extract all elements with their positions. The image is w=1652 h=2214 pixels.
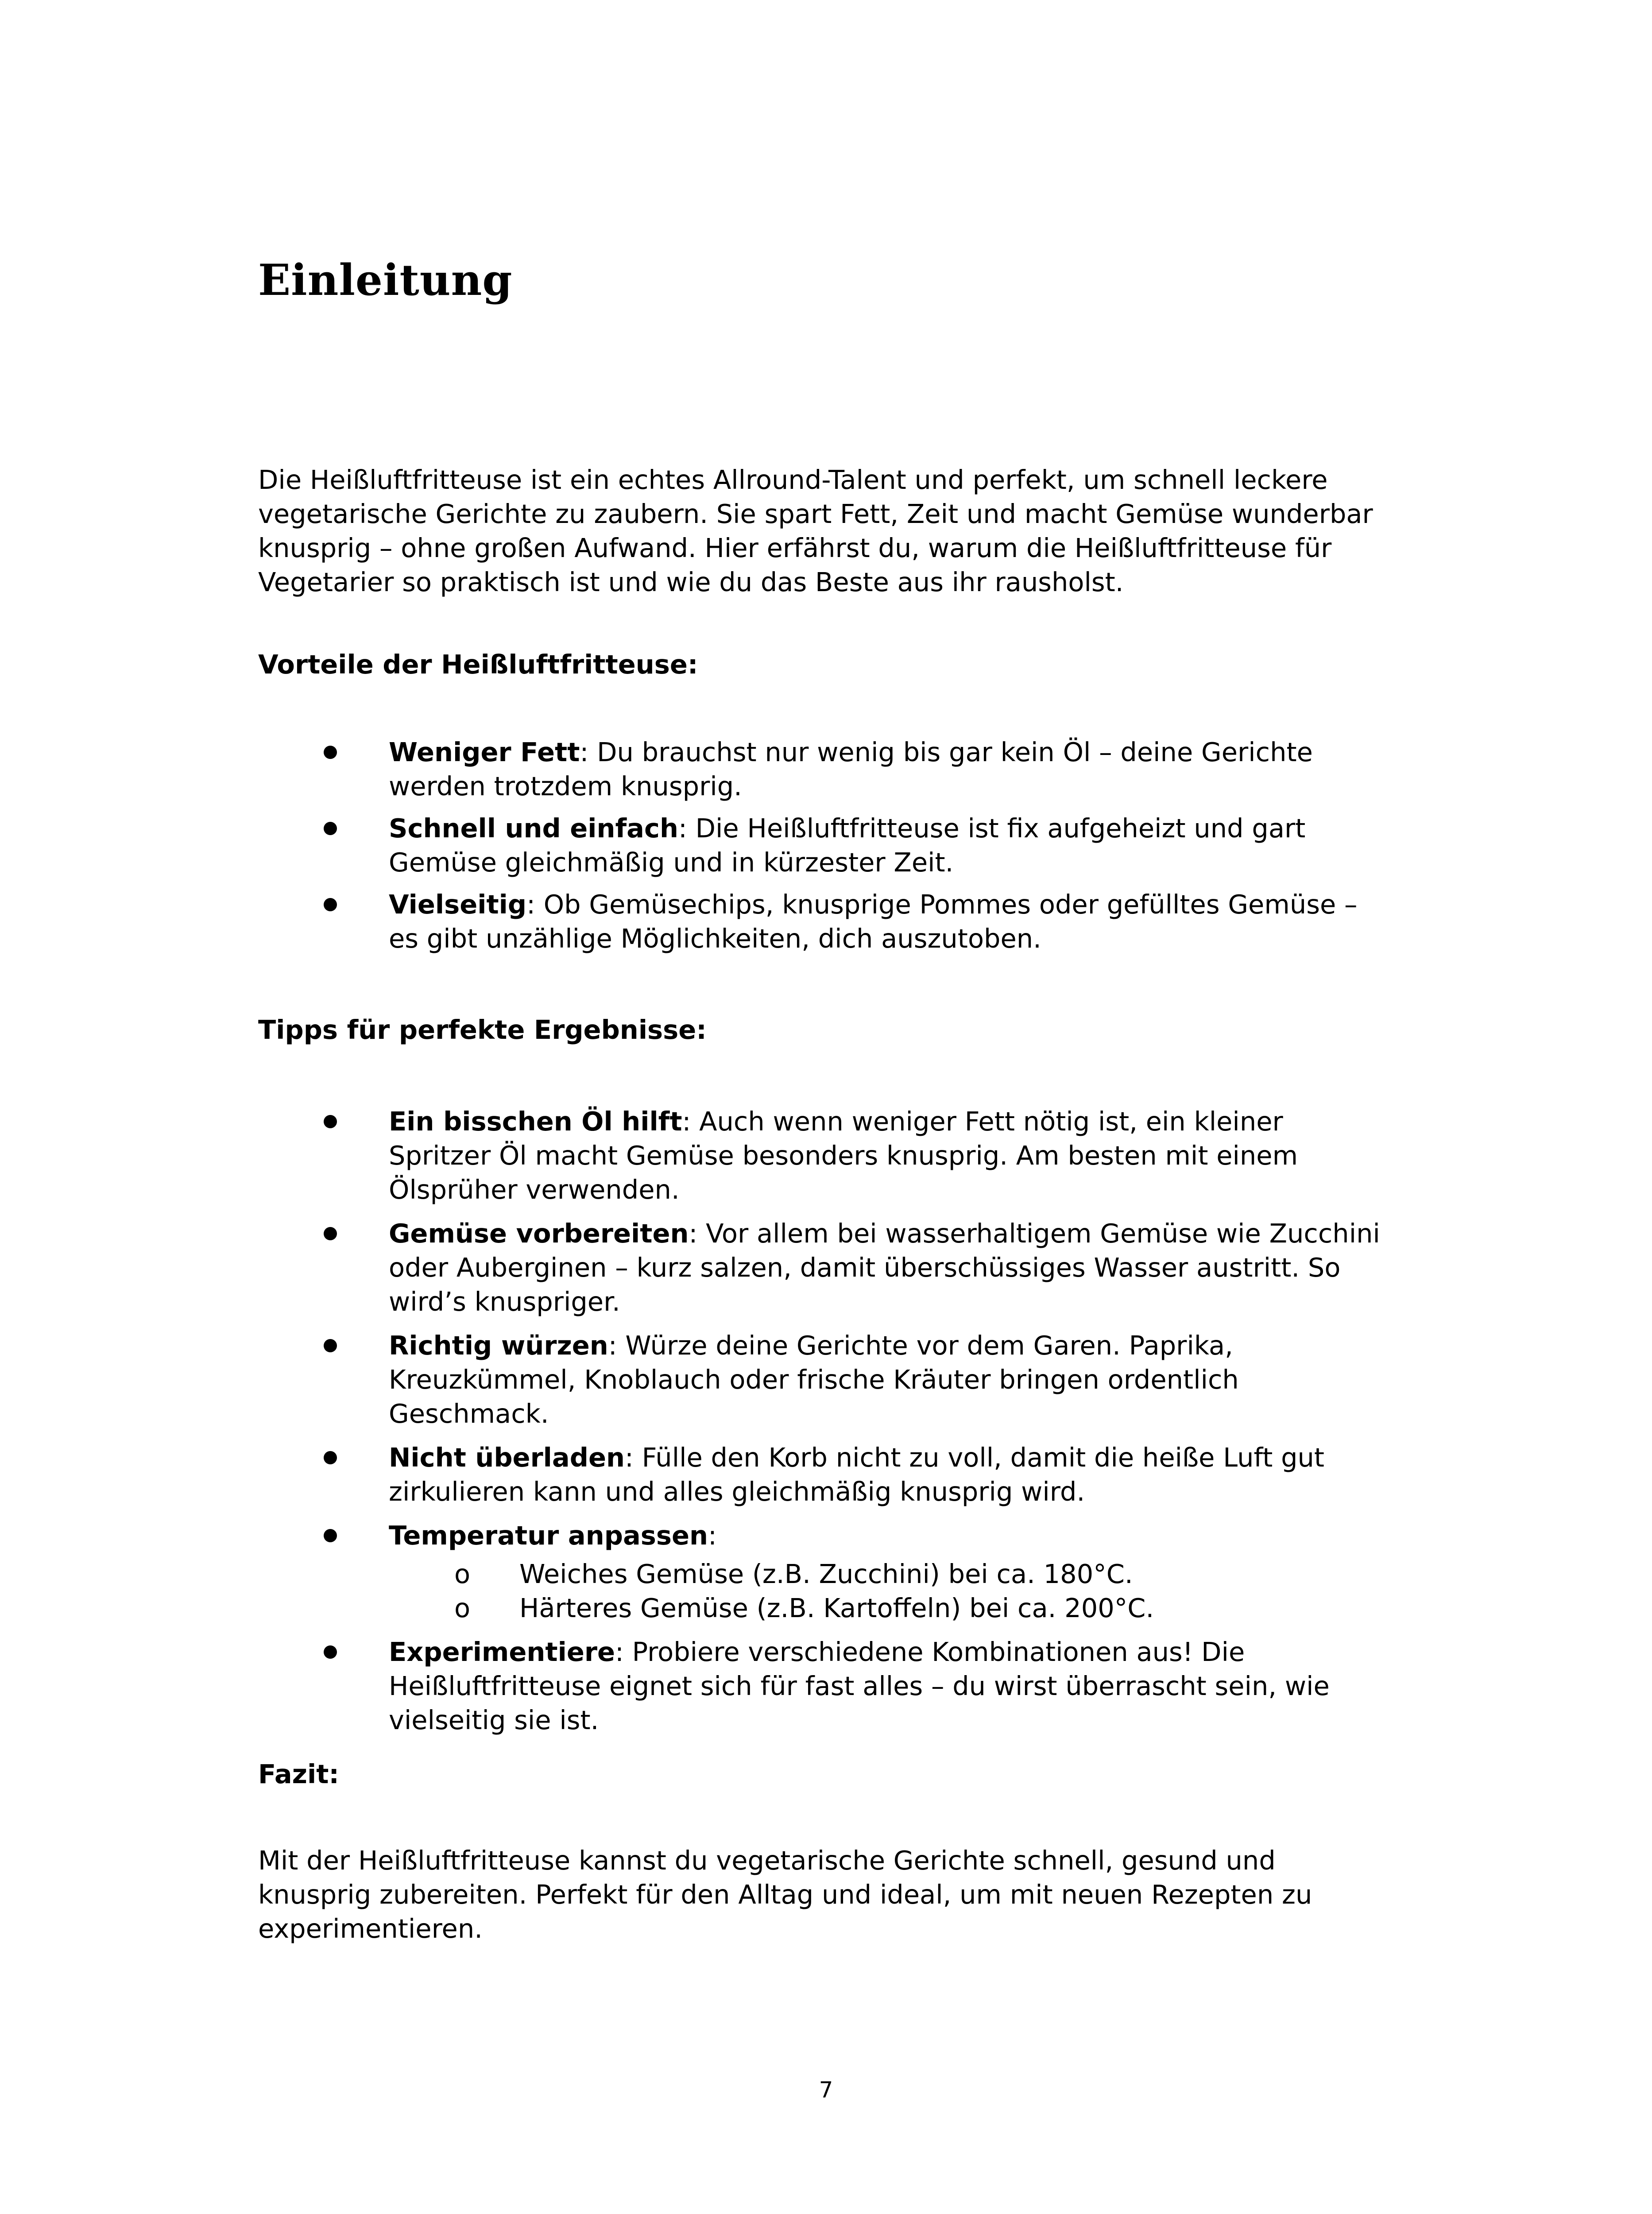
- bullet-icon: [324, 1227, 337, 1240]
- sub-list-item-text: Weiches Gemüse (z.B. Zucchini) bei ca. 180°C.: [519, 1559, 1133, 1589]
- list-item-text: : Fülle den Korb nicht zu voll, damit die heiße Luft gut zirkulieren kann und alles gleichmäßig knusprig wird.: [389, 1442, 1325, 1507]
- list-item-term: Experimentiere: [389, 1637, 615, 1667]
- list-item: [258, 1518, 1383, 1625]
- temperature-sublist: [389, 1557, 1383, 1625]
- list-item-text: : Würze deine Gerichte vor dem Garen. Paprika, Kreuzkümmel, Knoblauch oder frische Kräuter bringen ordentlich Geschmack.: [389, 1330, 1239, 1429]
- list-item: [258, 1440, 1383, 1509]
- advantages-list: [258, 735, 1383, 956]
- list-item-text: : Probiere verschiedene Kombinationen aus! Die Heißluftfritteuse eignet sich für fast alles – du wirst überrascht sein, wie vielseitig sie ist.: [389, 1637, 1330, 1735]
- list-item-term: Ein bisschen Öl hilft: [389, 1106, 682, 1137]
- bullet-icon: [324, 746, 337, 759]
- list-item-text: : Du brauchst nur wenig bis gar kein Öl – deine Gerichte werden trotzdem knusprig.: [389, 737, 1313, 801]
- conclusion-paragraph: Mit der Heißluftfritteuse kannst du vegetarische Gerichte schnell, gesund und knusprig zubereiten. Perfekt für den Alltag und ideal, um mit neuen Rezepten zu experimentieren.: [258, 1845, 1312, 1944]
- circle-bullet-icon: o: [454, 1593, 471, 1623]
- bullet-icon: [324, 1115, 337, 1128]
- bullet-icon: [324, 1529, 337, 1542]
- page-number: 7: [819, 2077, 833, 2103]
- intro-paragraph: Die Heißluftfritteuse ist ein echtes Allround-Talent und perfekt, um schnell leckere vegetarische Gerichte zu zaubern. Sie spart Fett, Zeit und macht Gemüse wunderbar knusprig – ohne großen Aufwand. Hier erfährst du, warum die Heißluftfritteuse für Vegetarier so praktisch ist und wie du das Beste aus ihr rausholst.: [258, 464, 1373, 597]
- list-item: [258, 887, 1383, 956]
- list-item-term: Gemüse vorbereiten: [389, 1218, 689, 1249]
- bullet-icon: [324, 1339, 337, 1352]
- list-item: [258, 811, 1383, 879]
- page-title: Einleitung: [258, 255, 513, 305]
- list-item: [258, 735, 1383, 803]
- list-item: [258, 1635, 1383, 1737]
- list-item-term: Nicht überladen: [389, 1442, 625, 1473]
- list-item-term: Vielseitig: [389, 889, 527, 920]
- list-item-text: :: [708, 1520, 717, 1551]
- sub-list-item: [389, 1557, 1383, 1591]
- list-item-text: : Ob Gemüsechips, knusprige Pommes oder gefülltes Gemüse – es gibt unzählige Möglichkeiten, dich auszutoben.: [389, 889, 1358, 954]
- list-item: [258, 1216, 1383, 1319]
- sub-list-item-text: Härteres Gemüse (z.B. Kartoffeln) bei ca. 200°C.: [519, 1593, 1154, 1623]
- bullet-icon: [324, 1645, 337, 1659]
- list-item-term: Richtig würzen: [389, 1330, 608, 1361]
- bullet-icon: [324, 898, 337, 911]
- list-item-text: : Auch wenn weniger Fett nötig ist, ein kleiner Spritzer Öl macht Gemüse besonders knusprig. Am besten mit einem Ölsprüher verwenden.: [389, 1106, 1298, 1205]
- list-item-term: Weniger Fett: [389, 737, 580, 767]
- circle-bullet-icon: o: [454, 1559, 471, 1589]
- conclusion-heading: Fazit:: [258, 1759, 340, 1789]
- list-item: [258, 1104, 1383, 1207]
- list-item-text: : Vor allem bei wasserhaltigem Gemüse wie Zucchini oder Auberginen – kurz salzen, damit überschüssiges Wasser austritt. So wird’s knuspriger.: [389, 1218, 1380, 1317]
- tips-list: [258, 1104, 1383, 1737]
- sub-list-item: [389, 1591, 1383, 1625]
- bullet-icon: [324, 822, 337, 835]
- list-item-term: Temperatur anpassen: [389, 1520, 708, 1551]
- tips-heading: Tipps für perfekte Ergebnisse:: [258, 1014, 707, 1045]
- list-item-term: Schnell und einfach: [389, 813, 678, 844]
- list-item: [258, 1328, 1383, 1431]
- advantages-heading: Vorteile der Heißluftfritteuse:: [258, 649, 698, 680]
- bullet-icon: [324, 1451, 337, 1464]
- list-item-text: : Die Heißluftfritteuse ist fix aufgeheizt und gart Gemüse gleichmäßig und in kürzester Zeit.: [389, 813, 1306, 878]
